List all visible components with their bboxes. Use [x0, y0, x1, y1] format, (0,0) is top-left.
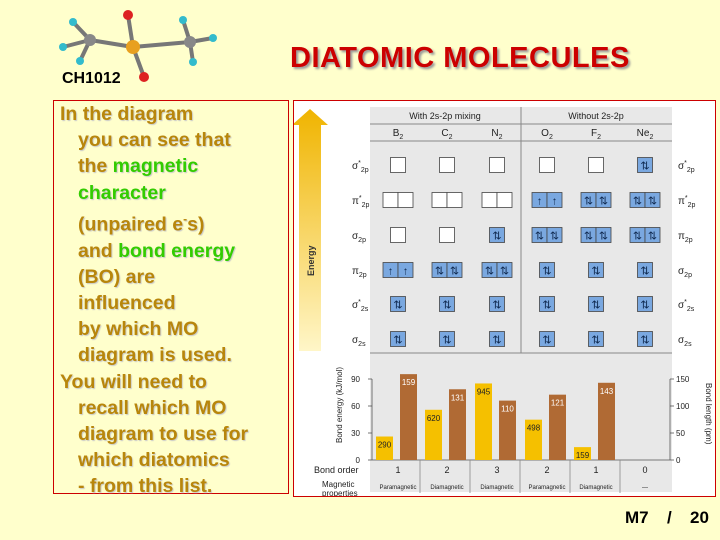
p1-line-2: you can see that: [78, 129, 231, 152]
electron-arrows: ⇅: [647, 230, 658, 243]
electron-arrows: ⇅: [393, 299, 403, 312]
electron-arrows: ⇅: [492, 230, 502, 243]
paragraph-2: [54, 369, 288, 500]
magnetic-label-line-1: Magnetic: [322, 480, 355, 489]
electron-arrows: ⇅: [449, 265, 460, 278]
bond-energy-value: 620: [426, 413, 441, 423]
orbital-box: [391, 158, 406, 173]
orbital-box: [490, 158, 505, 173]
electron-arrows: ⇅: [640, 334, 650, 347]
p1-line-5: (unpaired e-s): [78, 211, 205, 236]
orbital-label: $\sigma_{2s}$: [678, 335, 692, 348]
bond-energy-highlight: bond energy: [118, 239, 236, 262]
energy-arrow: [294, 109, 328, 351]
bond-energy-value: 159: [575, 451, 590, 461]
electron-arrows: ⇅: [534, 230, 545, 243]
bond-order-label: Bond order: [314, 465, 359, 475]
molecule-header: $F_2$: [590, 128, 602, 141]
bond-energy-value: 945: [476, 387, 491, 397]
orbital-label: $\sigma_{2s}$: [352, 335, 366, 348]
magnetic-label-line-2: properties: [322, 489, 358, 496]
electron-arrows: ⇅: [492, 299, 502, 312]
magnetic-value: Paramagnetic: [528, 485, 566, 491]
orbital-box: [440, 158, 455, 173]
electron-arrows: ⇅: [549, 230, 560, 243]
bond-length-value: 110: [501, 404, 514, 414]
length-tick-label: 100: [676, 402, 690, 411]
electron-arrows: ⇅: [640, 265, 650, 278]
p1-line-1: In the diagram: [60, 103, 194, 125]
electron-arrows: ↑: [551, 195, 558, 208]
energy-label: Energy: [306, 245, 316, 276]
length-tick-label: 150: [676, 375, 690, 384]
bond-length-value: 131: [450, 393, 465, 403]
bond-energy-value: 290: [377, 440, 392, 450]
orbital-label: $\pi^*_{2p}$: [678, 195, 696, 209]
electron-arrows: ⇅: [640, 299, 650, 312]
length-tick-label: 50: [676, 429, 685, 438]
bond-order-value: 2: [444, 465, 450, 475]
group-without-mixing: Without 2s-2p: [568, 111, 624, 121]
orbital-label: $\pi_{2p}$: [678, 231, 693, 244]
bond-order-value: 1: [593, 465, 599, 475]
magnetic-value: —: [642, 485, 648, 491]
footer-module: M7: [625, 508, 649, 527]
magnetic-value: Diamagnetic: [579, 485, 613, 491]
p1-line-9: by which MO: [78, 318, 199, 341]
orbital-box: [391, 228, 406, 243]
electron-arrows: ⇅: [598, 230, 609, 243]
electron-arrows: ⇅: [632, 230, 643, 243]
p1-line-4: character: [78, 181, 166, 204]
electron-arrows: ⇅: [542, 334, 552, 347]
orbital-label: $\sigma^*_{2p}$: [352, 160, 369, 174]
electron-arrows: ⇅: [484, 265, 495, 278]
p2-line-2: recall which MO: [78, 396, 227, 419]
orbital-label: $\sigma_{2p}$: [678, 266, 692, 279]
bond-order-value: 2: [544, 465, 550, 475]
text-box: [53, 100, 289, 498]
electron-arrows: ⇅: [591, 334, 601, 347]
footer-page: 20: [690, 508, 709, 527]
magnetic-highlight: magnetic: [112, 155, 199, 178]
magnetic-value: Diamagnetic: [430, 485, 464, 491]
magnetic-value: Diamagnetic: [480, 485, 514, 491]
p1-line-7: (BO) are: [78, 265, 155, 288]
energy-tick-label: 90: [351, 375, 360, 384]
magnetic-value: Paramagnetic: [379, 485, 417, 491]
bond-length-value: 143: [599, 386, 614, 396]
electron-arrows: ⇅: [542, 265, 552, 278]
paragraph-1: [54, 101, 288, 369]
molecule-header: $N_2$: [491, 128, 503, 141]
p1-line-10: diagram is used.: [78, 344, 232, 367]
p1-line-8: influenced: [78, 291, 176, 314]
p1-line-3: the magnetic: [78, 155, 199, 178]
orbital-box: [482, 193, 497, 208]
electron-arrows: ⇅: [492, 334, 502, 347]
length-tick-label: 0: [676, 456, 681, 465]
orbital-box: [432, 193, 447, 208]
electron-arrows: ⇅: [499, 265, 510, 278]
orbital-box: [440, 228, 455, 243]
molecule-header: $O_2$: [541, 128, 553, 141]
bond-length-value: 159: [401, 378, 416, 388]
electron-arrows: ⇅: [640, 160, 650, 173]
electron-arrows: ⇅: [542, 299, 552, 312]
molecule-header: $C_2$: [441, 128, 453, 141]
electron-arrows: ⇅: [583, 195, 594, 208]
p2-line-4: which diatomics: [78, 449, 230, 472]
electron-arrows: ⇅: [393, 334, 403, 347]
orbital-label: $\sigma^*_{2s}$: [678, 299, 695, 313]
page-title: DIATOMIC MOLECULES: [290, 42, 630, 74]
energy-tick-label: 0: [355, 456, 360, 465]
orbital-box: [497, 193, 512, 208]
footer-separator: /: [667, 508, 672, 527]
electron-arrows: ⇅: [598, 195, 609, 208]
bond-energy-value: 498: [526, 423, 541, 433]
electron-arrows: ⇅: [591, 299, 601, 312]
bond-energy-axis-label: Bond energy (kJ/mol): [335, 366, 344, 443]
electron-arrows: ⇅: [632, 195, 643, 208]
bond-order-value: 3: [494, 465, 500, 475]
bond-length-value: 121: [550, 398, 565, 408]
electron-arrows: ↑: [387, 265, 394, 278]
electron-arrows: ⇅: [583, 230, 594, 243]
orbital-box: [589, 158, 604, 173]
bond-order-value: 1: [395, 465, 401, 475]
p1-line-6: and bond energy: [78, 239, 236, 262]
orbital-box: [398, 193, 413, 208]
orbital-label: $\pi^*_{2p}$: [352, 195, 370, 209]
orbital-label: $\sigma^*_{2s}$: [352, 299, 369, 313]
energy-tick-label: 30: [351, 429, 360, 438]
p2-line-5: - from this list.: [78, 475, 213, 498]
molecule-header: $Ne_2$: [636, 128, 654, 141]
p2-line-3: diagram to use for: [78, 422, 249, 445]
bond-order-value: 0: [642, 465, 648, 475]
orbital-box: [540, 158, 555, 173]
orbital-label: $\pi_{2p}$: [352, 266, 367, 279]
molecule-header: $B_2$: [392, 128, 404, 141]
electron-arrows: ↑: [536, 195, 543, 208]
group-with-mixing: With 2s-2p mixing: [409, 111, 481, 121]
electron-arrows: ⇅: [434, 265, 445, 278]
electron-arrows: ⇅: [442, 334, 452, 347]
course-code: CH1012: [62, 70, 121, 87]
orbital-label: $\sigma_{2p}$: [352, 231, 366, 244]
bond-length-axis-label: Bond length (pm): [704, 383, 713, 445]
p2-line-1: You will need to: [60, 370, 207, 393]
mo-diagram-figure: [293, 100, 716, 497]
electron-arrows: ⇅: [591, 265, 601, 278]
electron-arrows: ⇅: [442, 299, 452, 312]
energy-tick-label: 60: [351, 402, 360, 411]
orbital-box: [447, 193, 462, 208]
electron-arrows: ⇅: [647, 195, 658, 208]
electron-arrows: ↑: [402, 265, 409, 278]
orbital-box: [383, 193, 398, 208]
mo-diagram-svg: [294, 101, 715, 496]
orbital-label: $\sigma^*_{2p}$: [678, 160, 695, 174]
